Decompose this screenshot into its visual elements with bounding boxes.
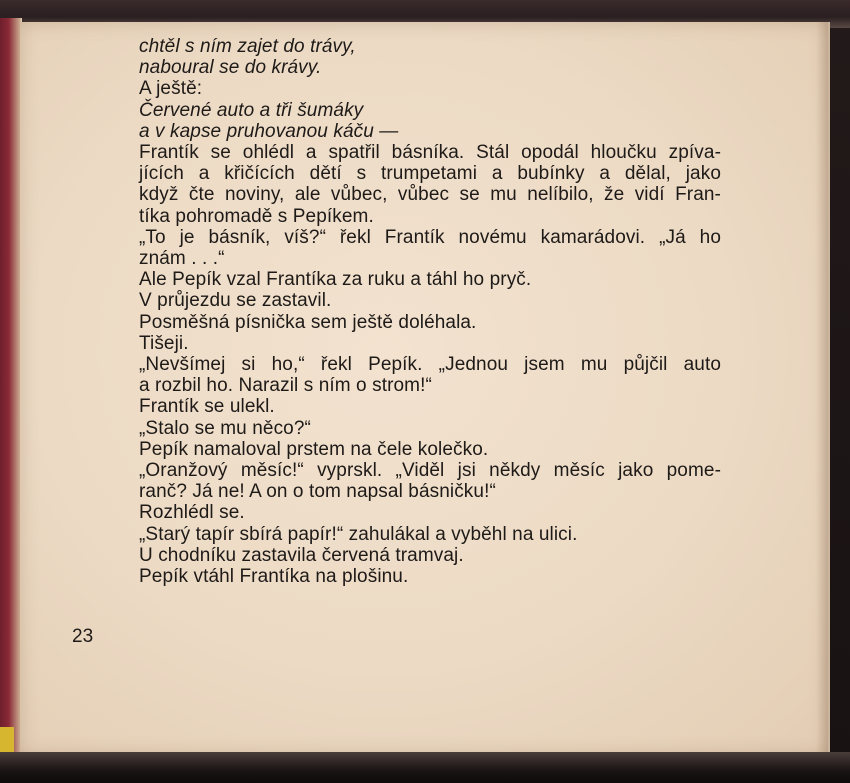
text-line: Tišeji. [139,332,189,354]
page-shadow [816,22,828,755]
text-line: Pepík namaloval prstem na čele kolečko. [139,438,489,460]
text-line: „Stalo se mu něco?“ [139,417,311,439]
text-line: U chodníku zastavila červená tramvaj. [139,544,464,566]
text-line: ranč? Já ne! A on o tom napsal básničku!“ [139,481,496,503]
book-bottom-edge [0,752,850,783]
text-line: jících a křičících dětí s trumpetami a bubínky a dělal, jako [139,163,721,185]
text-line: „Starý tapír sbírá papír!“ zahulákal a vyběhl na ulici. [139,523,578,545]
text-line: a rozbil ho. Narazil s ním o strom!“ [139,375,432,397]
text-line: Frantík se ulekl. [139,396,275,418]
text-line: chtěl s ním zajet do trávy, [139,36,356,57]
text-line: A ještě: [139,78,203,100]
text-line: Pepík vtáhl Frantíka na plošinu. [139,566,409,588]
text-line: Frantík se ohlédl a spatřil básníka. Stál opodál hloučku zpíva- [139,142,721,164]
text-line: „Nevšímej si ho,“ řekl Pepík. „Jednou jsem mu půjčil auto [139,354,721,376]
page-number: 23 [72,626,94,647]
text-line: „To je básník, víš?“ řekl Frantík novému kamarádovi. „Já ho [139,226,721,248]
text-line: znám . . .“ [139,248,225,270]
text-line: když čte noviny, ale vůbec, vůbec se mu nelíbilo, že vidí Fran- [139,184,721,206]
spine-yellow-strip [0,727,14,753]
page-body-text [139,36,721,587]
text-line: naboural se do krávy. [139,57,322,79]
book-left-spine [0,18,22,753]
text-line: Ale Pepík vzal Frantíka za ruku a táhl ho pryč. [139,269,532,291]
text-line: Posměšná písnička sem ještě doléhala. [139,311,477,333]
text-line: V průjezdu se zastavil. [139,290,332,312]
text-line: tíka pohromadě s Pepíkem. [139,205,374,227]
text-line: a v kapse pruhovanou káču — [139,120,399,142]
text-line: „Oranžový měsíc!“ vyprskl. „Viděl jsi někdy měsíc jako pome- [139,460,721,482]
text-line: Rozhlédl se. [139,502,245,524]
text-line: Červené auto a tři šumáky [139,99,364,121]
